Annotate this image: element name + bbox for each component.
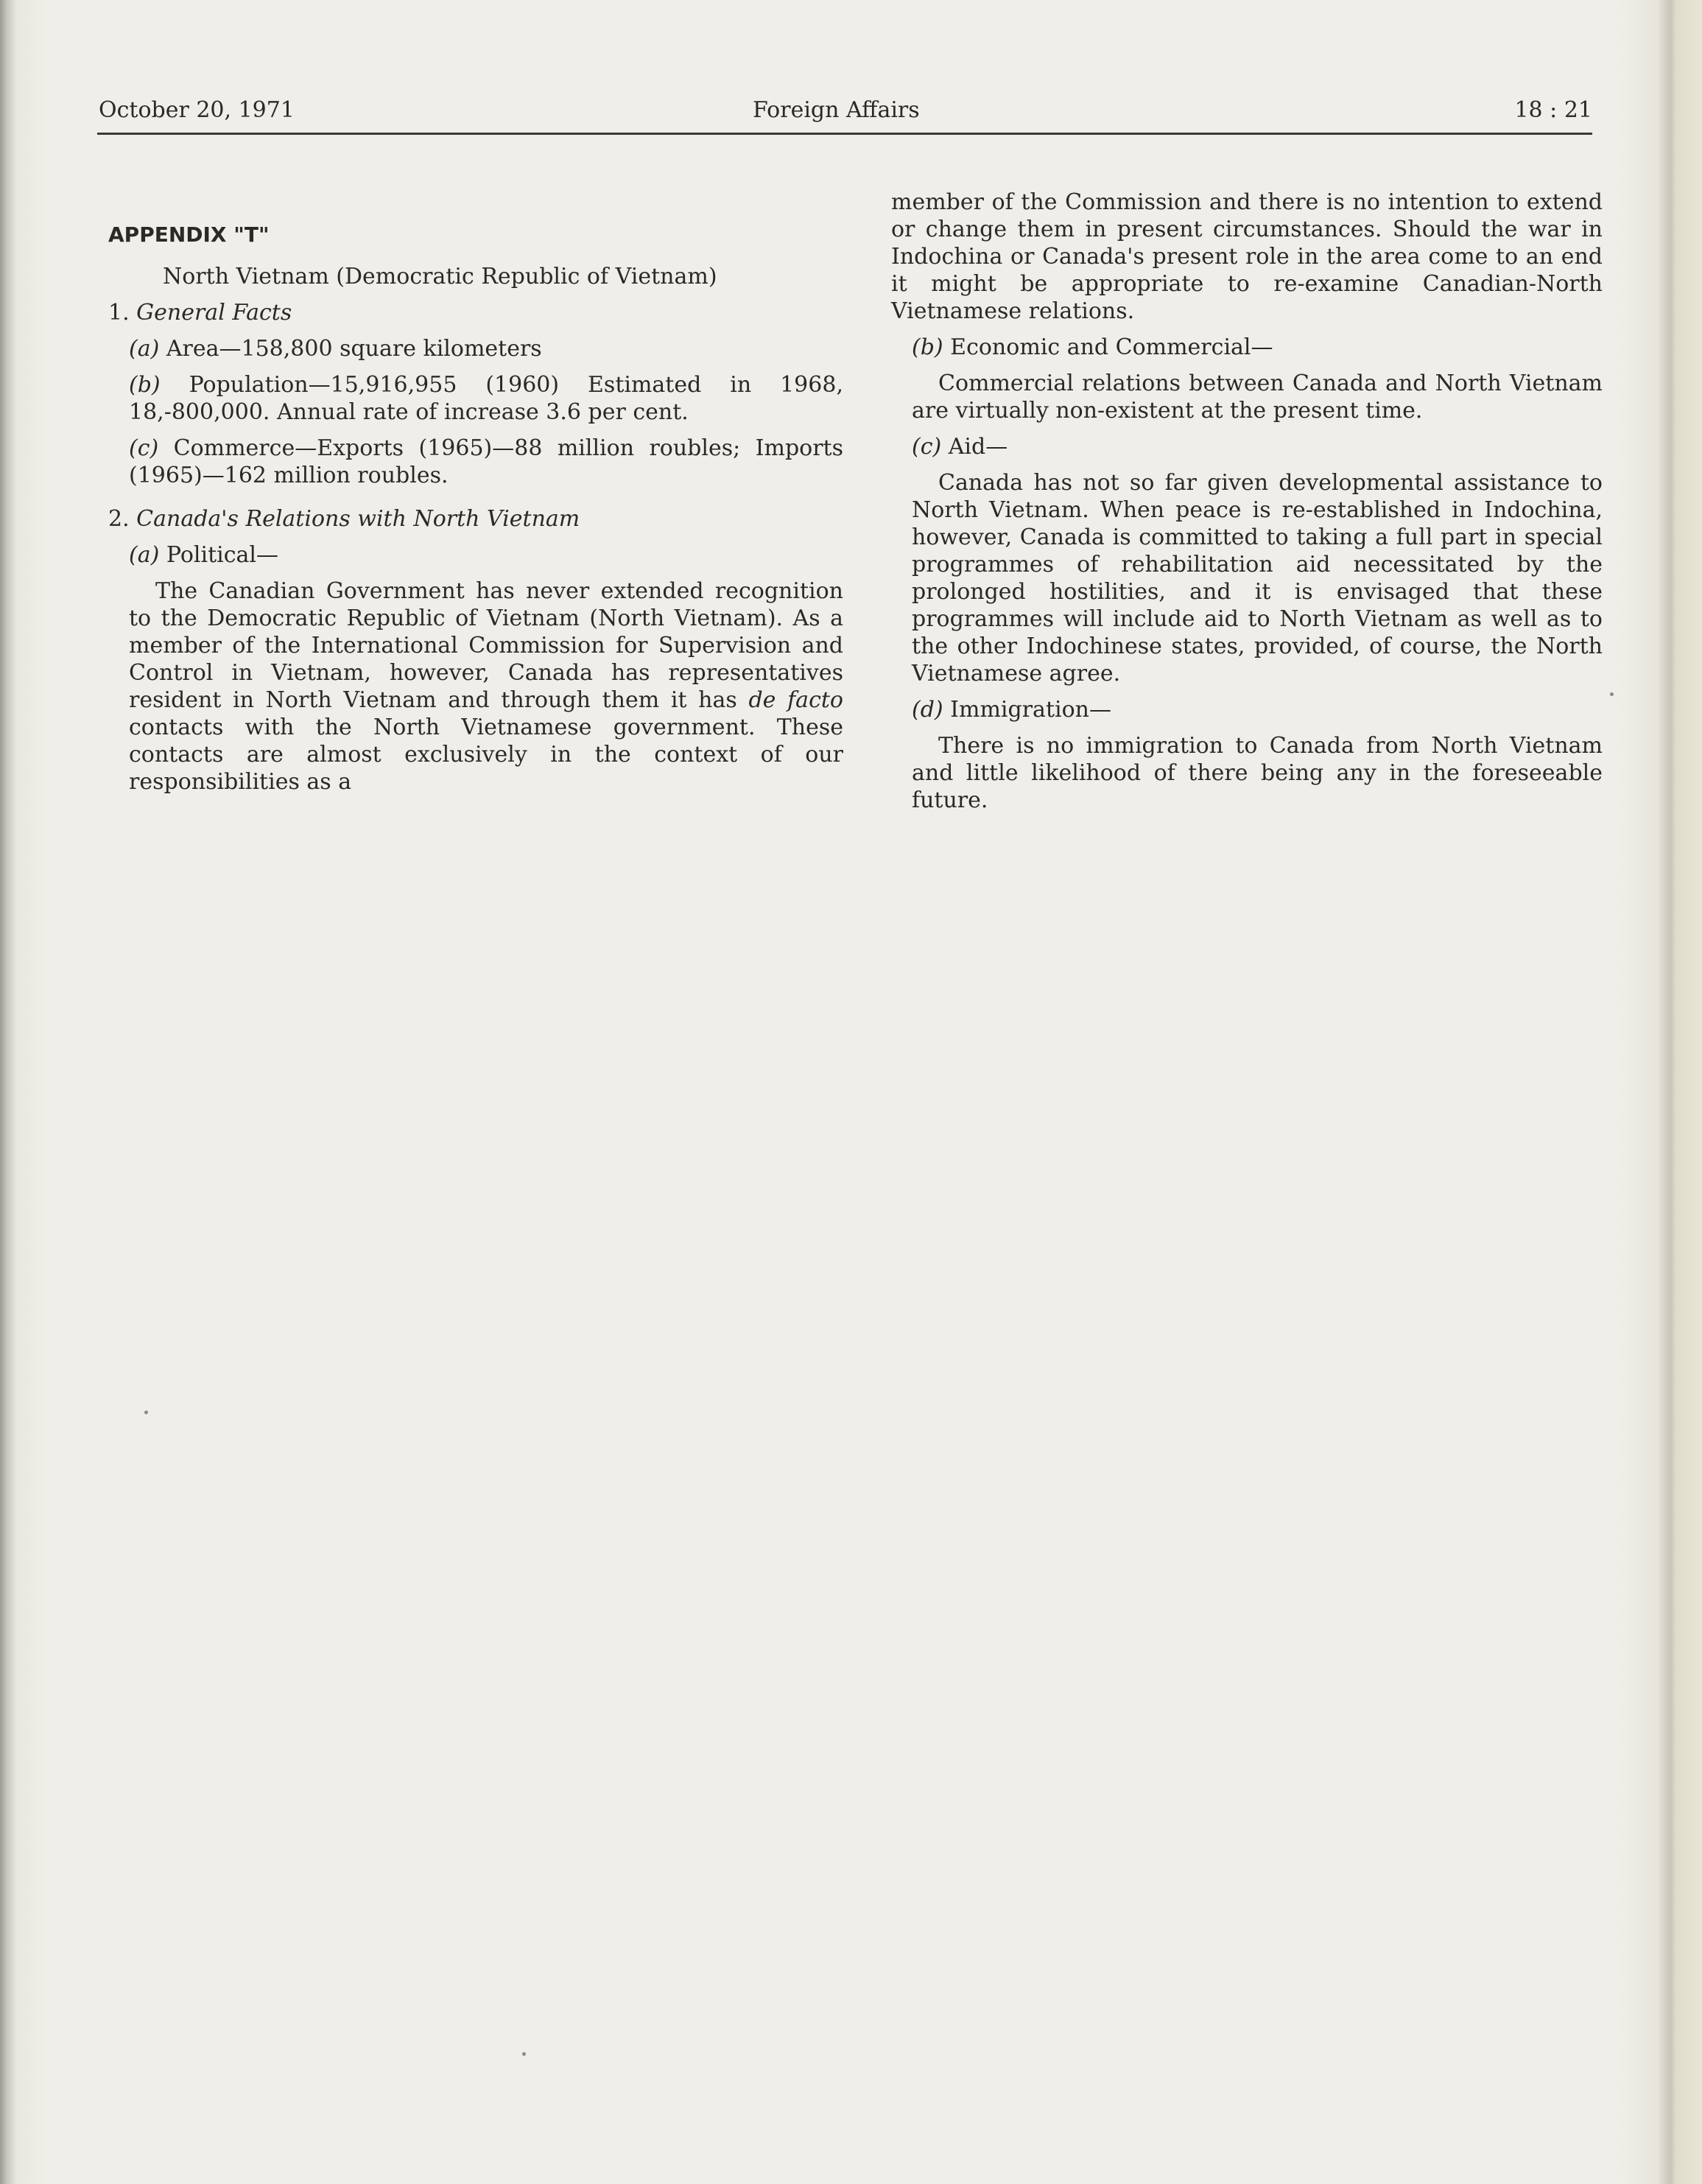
item-label: (c)	[129, 435, 159, 461]
item-area	[108, 335, 843, 362]
item-commerce	[108, 435, 843, 489]
item-label: (a)	[129, 542, 160, 568]
left-column	[108, 189, 843, 804]
item-label: (c)	[912, 434, 942, 460]
item-text: Political—	[166, 542, 278, 568]
section-title: General Facts	[136, 300, 292, 326]
section-heading-general-facts	[108, 299, 843, 326]
header-title: Foreign Affairs	[753, 97, 920, 123]
paragraph-text: contacts with the North Vietnamese government. These contacts are almost exclusively in the context of our responsibilities as a	[129, 714, 843, 795]
item-text: Immigration—	[950, 697, 1111, 723]
economic-paragraph: Commercial relations between Canada and North Vietnam are virtually non-existent at the present time.	[912, 371, 1603, 424]
section-number: 1.	[108, 300, 130, 326]
political-paragraph	[108, 577, 843, 796]
continued-paragraph: member of the Commission and there is no intention to extend or change them in present circumstances. Should the war in Indochina or Canada's present role in the area come to an end it might be appropriate to re-examine Canadian-North Vietnamese relations.	[891, 189, 1603, 324]
section-number: 2.	[108, 506, 130, 532]
italic-term: de facto	[748, 687, 843, 713]
immigration-paragraph: There is no immigration to Canada from North Vietnam and little likelihood of there being any in the foreseeable future.	[912, 733, 1603, 813]
paragraph-text: The Canadian Government has never extended recognition to the Democratic Republic of Vietnam (North Vietnam). As a member of the International Commission for Supervision and Control in Vietnam, however, Canada has representatives resident in North Vietnam and through them it has	[129, 578, 843, 713]
paper-speck	[522, 2052, 526, 2056]
paper-speck	[1610, 692, 1614, 696]
item-population	[108, 371, 843, 426]
item-text: Population—15,916,955 (1960) Estimated in 1968, 18,-800,000. Annual rate of increase 3.6 per cent.	[129, 372, 843, 425]
aid-paragraph: Canada has not so far given developmental assistance to North Vietnam. When peace is re-established in Indochina, however, Canada is committed to taking a full part in special programmes of rehabilitation aid necessitated by the prolonged hostilities, and it is envisaged that these programmes will include aid to North Vietnam as well as to the other Indochinese states, provided, of course, the North Vietnamese agree.	[912, 470, 1603, 687]
subheading-political	[108, 541, 843, 569]
appendix-title: APPENDIX "T"	[108, 222, 270, 247]
right-column	[891, 189, 1603, 823]
section-heading-relations	[108, 505, 843, 533]
section-title: Canada's Relations with North Vietnam	[136, 506, 580, 532]
item-label: (b)	[912, 334, 943, 360]
item-label: (a)	[129, 336, 160, 362]
header-date: October 20, 1971	[99, 97, 295, 123]
appendix-subtitle: North Vietnam (Democratic Republic of Vietnam)	[163, 264, 717, 289]
running-header	[97, 94, 1592, 135]
paper-speck	[144, 1411, 148, 1414]
item-text: Area—158,800 square kilometers	[166, 336, 542, 362]
item-label: (b)	[129, 372, 161, 398]
header-page-number: 18 : 21	[1514, 97, 1592, 123]
subheading-aid	[891, 433, 1603, 460]
item-text: Economic and Commercial—	[950, 334, 1273, 360]
item-label: (d)	[912, 697, 943, 723]
item-text: Commerce—Exports (1965)—88 million roubles; Imports (1965)—162 million roubles.	[129, 435, 843, 488]
subheading-immigration	[891, 696, 1603, 723]
subheading-economic	[891, 334, 1603, 361]
item-text: Aid—	[948, 434, 1008, 460]
